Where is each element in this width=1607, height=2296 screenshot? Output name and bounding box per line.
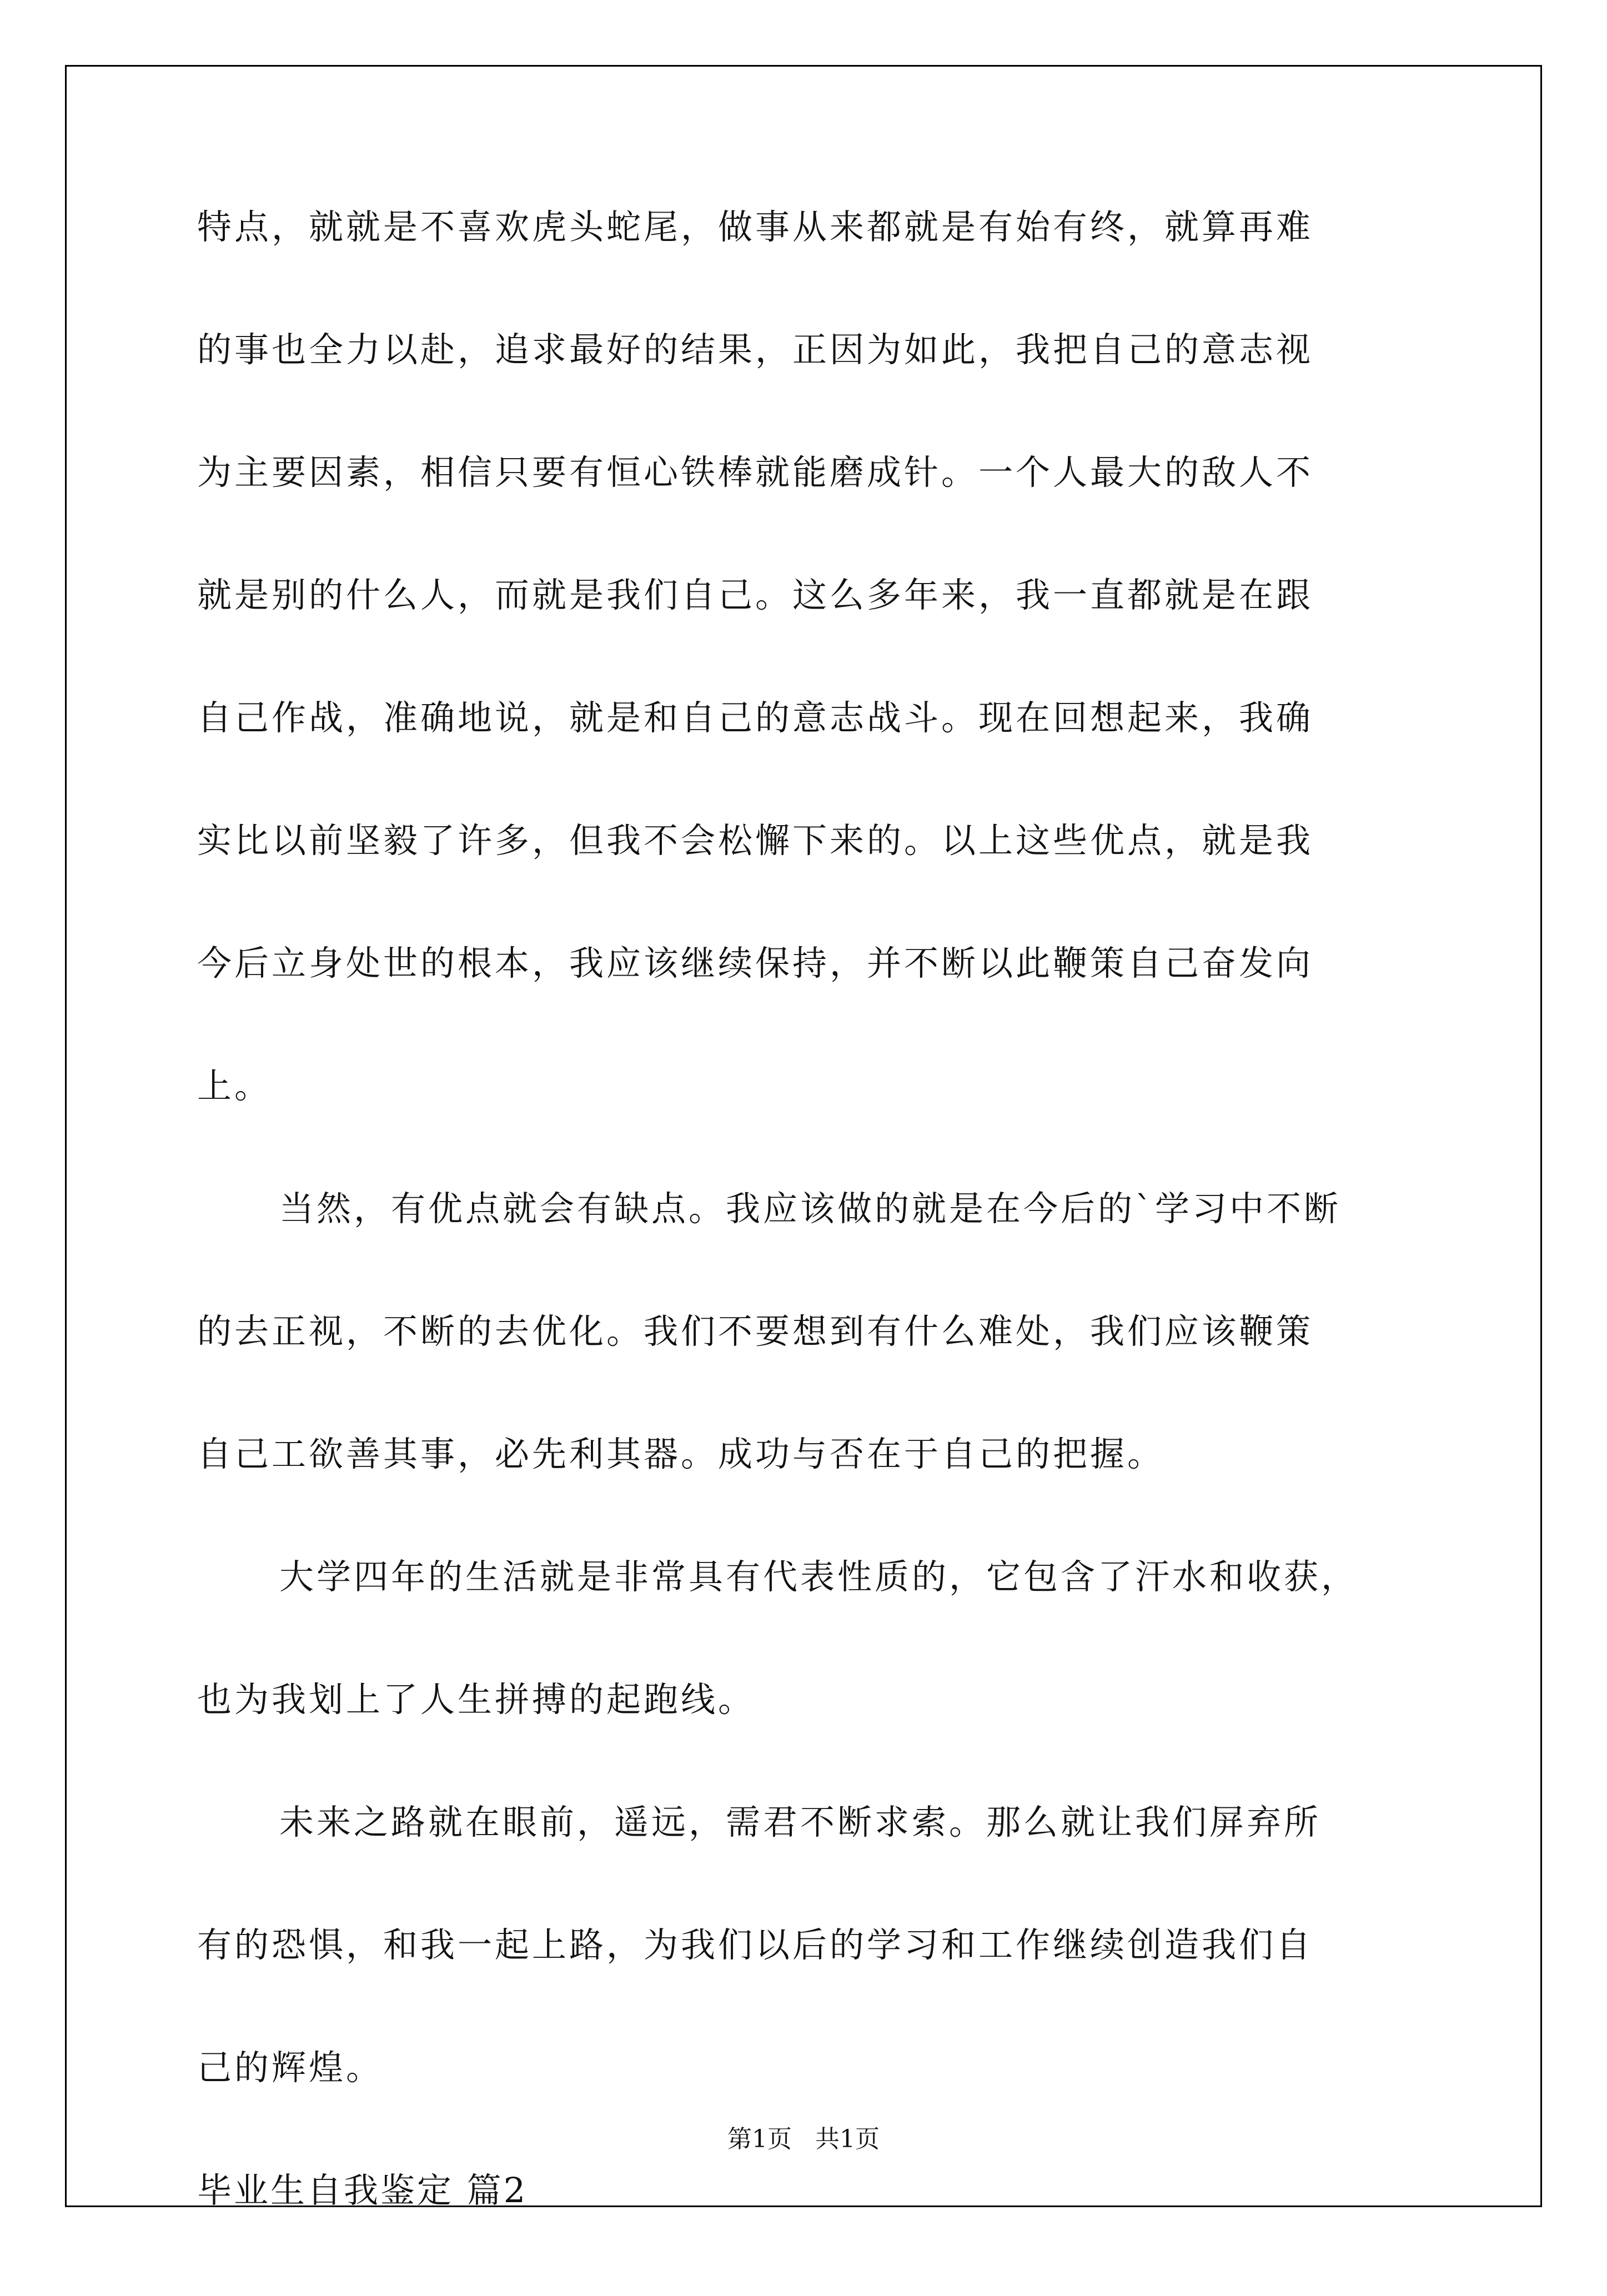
text-line: 实比以前坚毅了许多，但我不会松懈下来的。以上这些优点，就是我 bbox=[197, 820, 1314, 861]
paragraph-start-line: 未来之路就在眼前，遥远，需君不断求索。那么就让我们屏弃所 bbox=[279, 1802, 1322, 1842]
text-line: 为主要因素，相信只要有恒心铁棒就能磨成针。一个人最大的敌人不 bbox=[197, 452, 1314, 493]
section-heading: 毕业生自我鉴定 篇2 bbox=[197, 2170, 528, 2210]
text-line: 有的恐惧，和我一起上路，为我们以后的学习和工作继续创造我们自 bbox=[197, 1925, 1314, 1965]
text-line: 就是别的什么人，而就是我们自己。这么多年来，我一直都就是在跟 bbox=[197, 575, 1314, 615]
text-line: 己的辉煌。 bbox=[197, 2047, 384, 2088]
text-line: 今后立身处世的根本，我应该继续保持，并不断以此鞭策自己奋发向 bbox=[197, 943, 1314, 983]
text-line: 也为我划上了人生拼搏的起跑线。 bbox=[197, 1679, 756, 1720]
paragraph-start-line: 大学四年的生活就是非常具有代表性质的，它包含了汗水和收获， bbox=[279, 1556, 1359, 1597]
text-line: 自己作战，准确地说，就是和自己的意志战斗。现在回想起来，我确 bbox=[197, 697, 1314, 738]
text-line: 特点，就就是不喜欢虎头蛇尾，做事从来都就是有始有终，就算再难 bbox=[197, 207, 1314, 247]
paragraph-start-line: 当然，有优点就会有缺点。我应该做的就是在今后的`学习中不断 bbox=[279, 1188, 1342, 1229]
text-line: 的去正视，不断的去优化。我们不要想到有什么难处，我们应该鞭策 bbox=[197, 1311, 1314, 1352]
text-line: 上。 bbox=[197, 1066, 272, 1106]
text-line: 的事也全力以赴，追求最好的结果，正因为如此，我把自己的意志视 bbox=[197, 329, 1314, 370]
page-number-footer: 第1页 共1页 bbox=[727, 2125, 880, 2153]
document-body bbox=[197, 207, 1419, 2296]
text-line: 自己工欲善其事，必先利其器。成功与否在于自己的把握。 bbox=[197, 1434, 1165, 1474]
